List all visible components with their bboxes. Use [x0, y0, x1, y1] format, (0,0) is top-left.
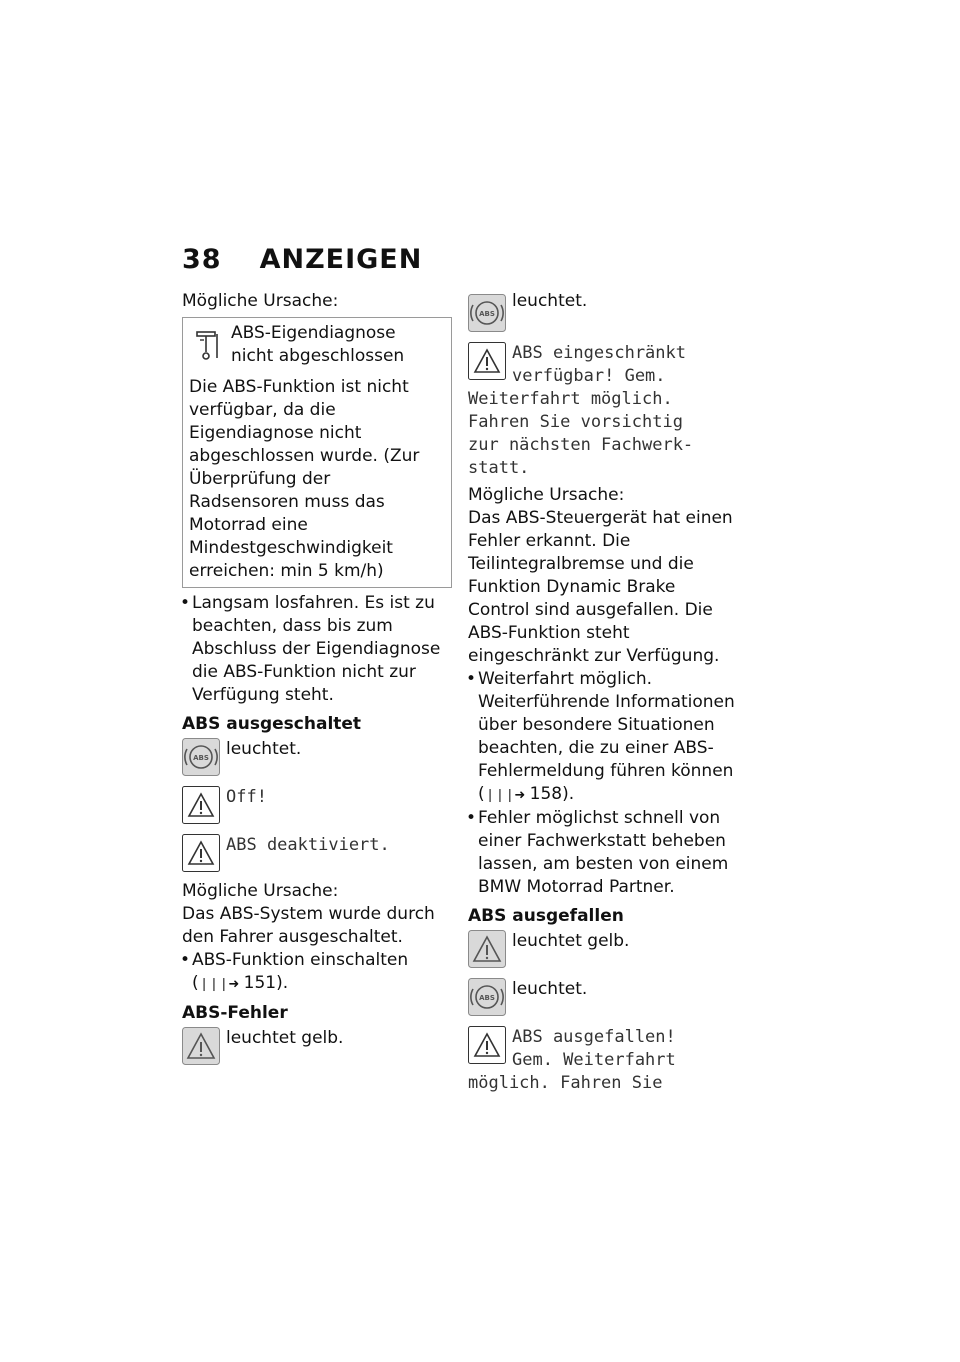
svg-text:ABS: ABS	[479, 994, 495, 1002]
section-heading-abs-failed: ABS ausgefallen	[468, 906, 624, 926]
abs-off-lamp-row	[182, 738, 452, 776]
page-reference[interactable]: 151).	[243, 973, 289, 993]
warning-triangle-icon	[182, 786, 220, 824]
lamp-status: leuchtet.	[512, 291, 588, 311]
section-heading-abs-fault: ABS-Fehler	[182, 1003, 288, 1023]
display-message-line: verfügbar! Gem.	[512, 366, 666, 386]
list-item: • ABS-Funktion einschalten (❘❘❘➜ 151).	[182, 949, 452, 996]
cause-text: Das ABS-Steuergerät hat einen Fehler erkannt. Die Teilintegralbremse und die Funktion Dynamic Brake Control sind ausgefallen. Die ABS-Funktion steht eingeschränkt zur Verfügung.	[468, 508, 733, 666]
page-number: 38	[182, 244, 222, 275]
display-message-line: Fahren Sie vorsichtig	[468, 412, 683, 432]
lamp-status: leuchtet.	[512, 979, 588, 999]
lamp-status: leuchtet gelb.	[512, 931, 630, 951]
cause-text: Das ABS-System wurde durch den Fahrer ausgeschaltet.	[182, 904, 435, 947]
display-message: ABS deaktiviert.	[226, 835, 390, 855]
right-column	[468, 290, 738, 1095]
bullet-list-2	[182, 949, 452, 996]
display-message: Off!	[226, 787, 267, 807]
display-message-line: ABS ausgefallen!	[512, 1027, 676, 1047]
bullet-list-right	[468, 668, 738, 899]
display-message-line: statt.	[468, 458, 530, 478]
warning-triangle-icon	[182, 834, 220, 872]
display-message-line: zur nächsten Fachwerk-	[468, 435, 694, 455]
cause-label: Mögliche Ursache:	[468, 485, 625, 505]
cause-label: Mögliche Ursache:	[182, 881, 339, 901]
reference-arrow-icon: ❘❘❘➜	[198, 977, 239, 992]
warning-triangle-icon	[468, 1026, 506, 1064]
display-message-line: Weiterfahrt möglich.	[468, 389, 673, 409]
list-item: • Weiterfahrt möglich. Weiterführende Informationen über besondere Situationen beachten, die zu einer ABS-Fehlermeldung führen können (❘❘❘➜ 158).	[468, 668, 738, 807]
section-heading-abs-off: ABS ausgeschaltet	[182, 714, 362, 734]
abs-warning-icon	[468, 294, 506, 332]
restricted-message-block	[468, 342, 738, 480]
off-message-row	[182, 786, 452, 824]
deactivated-message-row	[182, 834, 452, 872]
cause-label: Mögliche Ursache:	[182, 291, 339, 311]
info-box-header	[189, 322, 443, 368]
svg-text:ABS: ABS	[479, 310, 495, 318]
warning-triangle-icon	[182, 1027, 220, 1065]
abs-lamp-row	[468, 290, 738, 332]
abs-fault-lamp-row	[182, 1027, 452, 1065]
display-message-line: Gem. Weiterfahrt	[512, 1050, 676, 1070]
list-item: • Fehler möglichst schnell von einer Fachwerkstatt beheben lassen, am besten von einem BMW Motorrad Partner.	[468, 807, 738, 899]
info-box-text: Die ABS-Funktion ist nicht verfügbar, da die Eigendiagnose nicht abgeschlossen wurde. (Zur Überprüfung der Radsensoren muss das Motorrad eine Mindestgeschwindigkeit erreichen: min 5 km/h)	[189, 377, 420, 581]
svg-text:ABS: ABS	[193, 754, 209, 762]
display-message-line: ABS eingeschränkt	[512, 343, 686, 363]
failed-abs-lamp-row	[468, 978, 738, 1016]
abs-warning-icon	[468, 978, 506, 1016]
page-title: ANZEIGEN	[259, 244, 423, 275]
failed-yellow-lamp-row	[468, 930, 738, 968]
page-reference[interactable]: 158).	[529, 784, 575, 804]
display-message-line: möglich. Fahren Sie	[468, 1073, 663, 1093]
diagnose-icon	[195, 328, 221, 362]
warning-triangle-icon	[468, 342, 506, 380]
lamp-status: leuchtet.	[226, 739, 302, 759]
diagnose-info-box	[182, 317, 452, 588]
page-header	[182, 244, 422, 275]
left-column	[182, 290, 452, 1065]
bullet-list-1	[182, 592, 452, 707]
warning-triangle-icon	[468, 930, 506, 968]
list-item: • Langsam losfahren. Es ist zu beachten, dass bis zum Abschluss der Eigendiagnose die ABS-Funktion nicht zur Verfügung steht.	[182, 592, 452, 707]
reference-arrow-icon: ❘❘❘➜	[484, 788, 525, 803]
lamp-status: leuchtet gelb.	[226, 1028, 344, 1048]
failed-message-block	[468, 1026, 738, 1095]
info-box-title: ABS-Eigendiagnose nicht abgeschlossen	[231, 323, 405, 366]
abs-warning-icon	[182, 738, 220, 776]
